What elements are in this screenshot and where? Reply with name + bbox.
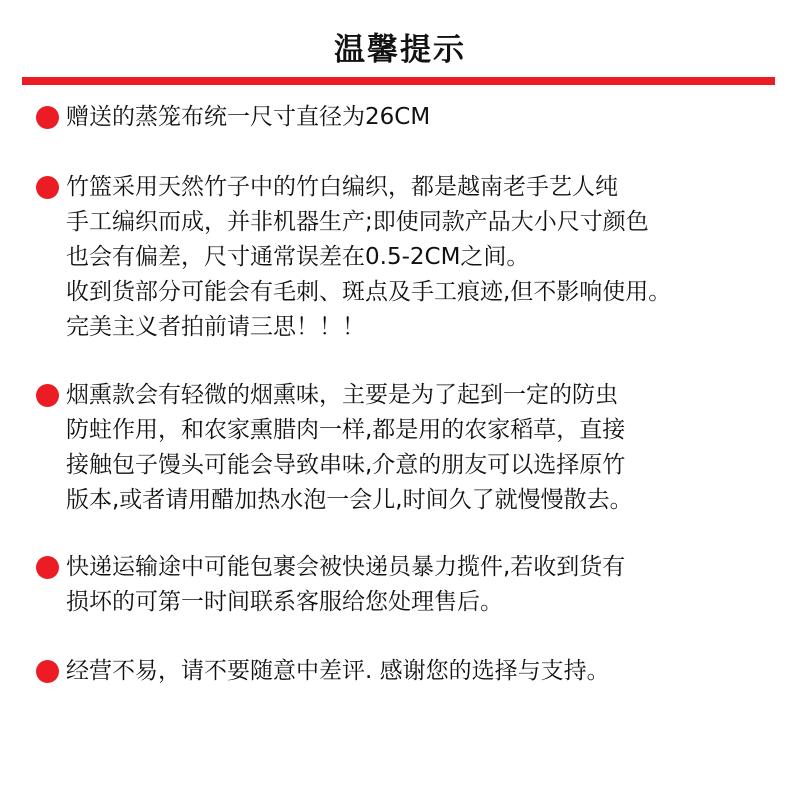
page-title: 温馨提示 (334, 32, 466, 68)
notice-line: 损坏的可第一时间联系客服给您处理售后。 (66, 589, 503, 615)
notice-line: 收到货部分可能会有毛刺、斑点及手工痕迹,但不影响使用。 (66, 279, 672, 305)
notice-line: 经营不易，请不要随意中差评. 感谢您的选择与支持。 (66, 658, 610, 684)
red-bullet-icon (36, 106, 59, 129)
notice-line: 完美主义者拍前请三思！！！ (66, 314, 365, 340)
notice-line: 接触包子馒头可能会导致串味,介意的朋友可以选择原竹 (66, 452, 626, 478)
notice-line: 防蛀作用，和农家熏腊肉一样,都是用的农家稻草，直接 (66, 417, 626, 443)
notice-line: 快递运输途中可能包裹会被快递员暴力揽件,若收到货有 (66, 554, 626, 580)
red-bullet-icon (36, 384, 59, 407)
title-underline (22, 77, 775, 85)
notice-line: 竹篮采用天然竹子中的竹白编织，都是越南老手艺人纯 (66, 174, 618, 200)
notice-line: 手工编织而成，并非机器生产;即使同款产品大小尺寸颜色 (66, 209, 649, 235)
notice-line: 赠送的蒸笼布统一尺寸直径为26CM (66, 104, 431, 130)
red-bullet-icon (36, 660, 59, 683)
red-bullet-icon (36, 556, 59, 579)
red-bullet-icon (36, 176, 59, 199)
notice-line: 烟熏款会有轻微的烟熏味，主要是为了起到一定的防虫 (66, 382, 618, 408)
notice-line: 版本,或者请用醋加热水泡一会儿,时间久了就慢慢散去。 (66, 487, 633, 513)
notice-line: 也会有偏差，尺寸通常误差在0.5-2CM之间。 (66, 244, 530, 270)
